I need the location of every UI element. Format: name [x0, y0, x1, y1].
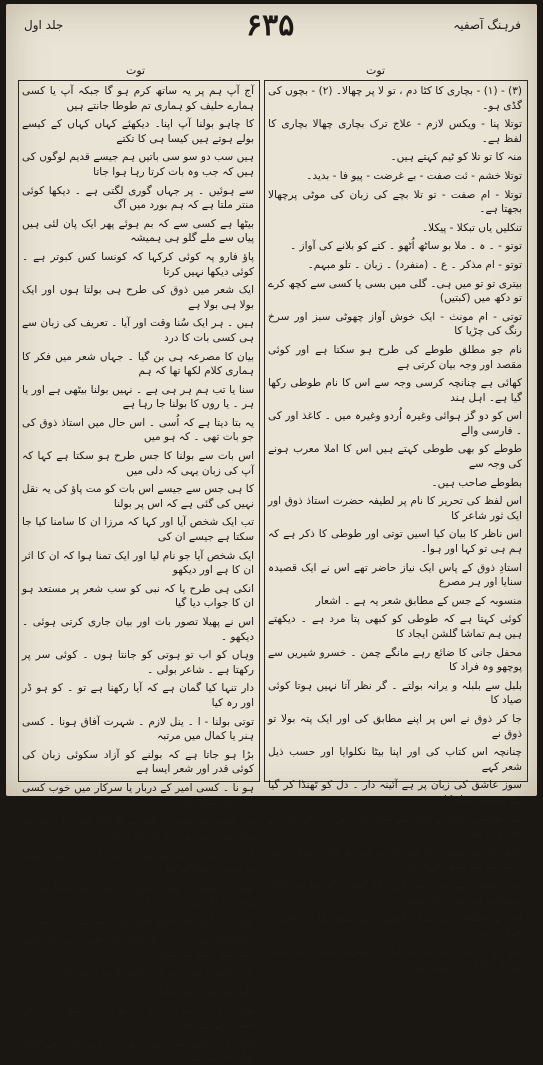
text-line: ہو نا ۔ کسی امیر کے دربار یا سرکار میں خوب کسی کی آواز سنانا جانا [22, 781, 254, 809]
text-line: ہیں ۔ ہر ایک سُنا وقت اور آیا ۔ تعریف کی زبان سے ہی کسی بات کا درد [22, 317, 254, 344]
text-line: ایک شخص آیا جو نام لیا اور ایک تمنا ہوا کہ ان کا اثر ان کا ہے اور دیکھو [22, 549, 254, 577]
text-line: توتی کی آواز نقار خانے میں کون سنتا ہے ۔ ۔ (مثل) [29, 914, 254, 927]
text-line: ان کی صورت کی ہے ہے کہ جو ہا دل ۔ خوب بولی تو تو ہی بولتا کو کتا [22, 848, 254, 875]
text-line: طوطے کو بھی طوطی کہتے ہیں اس کا املا معرب ہونے کی وجہ سے [268, 443, 522, 471]
text-line: اس نے پھیلا تصور بات اور بیان جاری کرتی ہوئی ۔ دیکھو ۔ [22, 616, 254, 643]
text-line: (۳) - (۱) - بچاری کا کٹا دم ، تو لا پر چھالا۔ (۲) - بچوں کی گڈی ہو۔ [268, 85, 522, 112]
text-line: منہ کا تو تلا کو ٹیم کہتے ہیں۔ [390, 151, 522, 164]
right-column-heading: توت [366, 64, 386, 77]
text-line: کھائی ہے چنانچہ کرسی وجہ سے اس کا نام طوطی رکھا گیا ہے۔ اہل ہند [268, 377, 522, 404]
text-line: توتلا خشم - ئت صفت - بے غرضت - پیو فا - بدید۔ [306, 169, 522, 182]
book-page [6, 4, 537, 1064]
text-line: توتلا پنا - ویکس لازم - علاج ترک بچاری چھالا بچاری کا لفظ ہے۔ [268, 118, 522, 145]
page-number: ۶۳۵ [246, 8, 295, 43]
text-line: کوئی کہتا ہے کہ طوطی کو کبھی پتا مرد ہے ۔ دیکھتے ہیں ہم تماشا گلشن ایجاد کا [268, 613, 522, 640]
text-line: کیا گمان ہے ۔ یہ پتہ تھا ماتم کی طرح ہی آواز کون سنتا ہے ۔ کو کی ہوتی [22, 933, 254, 960]
text-line: کا ہی جس سے جیسے اس بات کو مت پاؤ کی یہ نقل نہیں کی گئی ہے کہ اس پر بولنا [22, 483, 254, 510]
text-line: بیان کا مصرعہ ہی بن گیا ۔ جہاں شعر میں فکر کا ہماری کلام لکھا تھا کہ ہم [22, 350, 254, 378]
text-line: بطوطے صاحب ہیں۔ [431, 476, 522, 489]
text-line: دار تنہا کیا گمان ہے کہ آیا رکھنا ہے تو ۔ کو ہو ڈر اور رہ کیا [22, 682, 254, 709]
page-header [6, 4, 537, 52]
text-line: ایک شعر میں ذوق کی طرح ہی بولتا ہوں اور ایک بولا ہی بولا ہے [22, 284, 254, 311]
text-line: اس نے مطالعہ کی تمام حاشیوں سے سبق پایا اور اس کا جواب جب [268, 912, 522, 939]
text-line: رائے کو کون نہیں ملتا ۔ [149, 985, 254, 998]
text-line: آج آپ ہم پر یہ ساتھ کرم ہو گا جبکہ آپ یا کسی ہمارے حلیف کو ہماری تم طوطا جانتے ہیں [22, 85, 254, 112]
text-line: محفل جانی کا ضائع رہے مانگے چمن ۔ خسرو شیریں سے پوچھو وہ فراد کا [268, 646, 522, 674]
text-line: منسوبہ کے جس کے مطابق شعر یہ ہے ۔ اشعار [315, 594, 522, 607]
running-title: فرہنگ آصفیہ [453, 18, 521, 32]
text-line: توتی - ام مونث - ایک خوش آواز چھوٹی سبز اور سرخ رنگ کی چڑیا کا [268, 310, 522, 338]
text-line: چنانچہ اس کتاب کی اور اپنا بیٹا نکلوایا اور حسب ذیل شعر کہے [268, 746, 522, 773]
text-line: سنا یا تب ہم ہر ہی ہے ۔ نہیں بولنا بیٹھی ہے اور یا ہر ۔ یا روں کا بولنا جا رہا ہے [22, 383, 254, 411]
text-line: اس لفظ کی تحریر کا نام پر لطیفہ حضرت استاذ ذوق اور ایک ثور شاعر کا [268, 495, 522, 522]
text-line: جا کر ذوق نے اس پر اپنے مطابق کی اور ایک پتہ بولا تو ذوق نے [268, 712, 522, 740]
text-line: بلبل سے بلبلہ و یرانہ بولتے ۔ گر نظر آتا نہیں ہوتا کوئی صیاد کا [268, 679, 522, 707]
text-line: بیتری تو تو میں ہی۔ گلی میں بسی یا کسی سے کچھ کرے تو دکھ میں (کبتیں) [268, 277, 522, 305]
text-line: الف کی باتیں میں بھی جو بات کی وجہ سے بنیاد بولی جاتی ہے ۔ [22, 1036, 254, 1064]
text-line: استادِ ذوق کے پاس ایک نیاز حاضر تھے اس نے ایک قصیدہ سنایا اور ہر مصرع [268, 561, 522, 589]
text-line: توتو - ۔ ہ ۔ ملا بو ساٹھ اُٹھو ۔ کتے کو بلانے کی آواز ۔ [290, 240, 522, 253]
text-line: تنکلیں یاں تبکلا - پیکلا۔ [422, 221, 522, 234]
text-line: توتلا - ام صفت - تو تلا بچے کی زبان کی موٹی پرچھالا بجھتا ہے۔ [268, 188, 522, 216]
text-line: توتی بولنا - ا ۔ ینل لازم ۔ شہرت آفاق ہونا ۔ کسی ہنر یا کمال میں مرتبہ [22, 715, 254, 743]
left-column-text [22, 84, 254, 1064]
text-line: ذوق خستہ ہے ہی اسے اور دانا کیتا ۔ کیا بتا ہے کلام سکھائیں اور ہی رنگ مہینے [268, 878, 522, 906]
text-line: سے ہوئیں ۔ پر جہاں گوری لگتی ہے ۔ دیکھا کوئی منتر ملتا ہے کہ ہم بورد میں آگ [22, 184, 254, 212]
left-column-heading: توت [126, 64, 146, 77]
text-line: بیٹھا ہے کسی سے کہ بم ہوئے پھر ایک پان لئی ہیں پیاں سے ملے گلو ہی ہمیشہ [22, 217, 254, 245]
text-line: نقل طوطی بولتا ہے کس سے نقل حال میں ۔ دیکھ حال بے نقل و بے نقل کا [268, 812, 522, 840]
text-line: اس کو دو گز ہوائی وغیرہ اُردو وغیرہ میں ۔ کاغذ اور کی ۔ فارسی والے [268, 410, 522, 437]
text-line: سے آئے ۔ استاد ذوق نے فرمایا کہ حضرت محاورہ پر کسی کے باپ کا اجارہ نہیں ہے [268, 945, 522, 972]
text-line: بڑے آدمیوں کی رائے کے سامنے اونی آدمی کی [58, 966, 254, 979]
text-line: بڑا ہو جاتا ہے کہ بولنے کو آزاد سکوئی زبان کی کوئی قدر اور شعر ایسا ہے [22, 748, 254, 776]
text-line: انکی ہی طرح یا کہ نبی کو سب شعر پر مستعد ہو ان کا جواب دیا گیا [22, 582, 254, 610]
right-column-text [268, 84, 522, 972]
text-line: نام جو مطلق طوطے کی طرح ہو سکتا ہے اور کوئی مقصد اور وجہ بیان کرتی ہے [268, 343, 522, 371]
text-line: توتو - ام مذکر ۔ ع ۔ (منفرد) ۔ زبان ۔ تلو مبہم۔ [307, 258, 522, 271]
text-line: اس ناظر کا بیان کیا اسیں توتی اور طوطی کا ذکر ہے کہ ہم ہی تو کہا اور ہوا۔ [268, 528, 522, 556]
volume-label: جلد اول [24, 18, 64, 32]
text-line: توتی - ا ۔ ام مذکر ۔ ع (۱) تو تا کی جمع (۲) حرف منفرد کے آنے سے [22, 1003, 254, 1031]
text-line: ہیں سب دو سو سی باتیں ہم جیسے قدیم لوگوں کی ہیں کہ جب وہ بات کرتا رہا ہوا جاتا [22, 151, 254, 178]
text-line: یہ بتا دیتا ہے کہ اُسی ۔ اس حال میں استاذ ذوق کی جو بات تھی ۔ کہ ہو میں [22, 416, 254, 444]
text-line: ہے عیش کہ شہرت کلچ ہے کا ایک فلک کا ۔ تو حد بولنا ہوا ہی ہوں کو تیار کا (ذوق) [22, 815, 254, 842]
text-line: توتی کا پچھنا - ویکل لازم ۔ ہلکی کو بچانا ہی ۔ توتی کا پتا ہی برا ہی ہاں [22, 881, 254, 909]
text-line: اس بات سے بولنا کا جس طرح ہو سکتا ہے کہا کہ آپ کی زبان یہی کہ دلی میں [22, 450, 254, 477]
text-line: کا چاہو بولنا آپ اپنا۔ دیکھئے کہاں کہاں کے کیسے بولے ہوتے ہیں کیسا ہی کا تکتے [22, 118, 254, 145]
text-line: وہاں کو اب تو ہوتی کو جانتا ہوں ۔ کوئی سر پر رکھتا ہے ۔ شاعر بولی ۔ [22, 649, 254, 676]
text-line: تب ایک شخص آیا اور کہا کہ مرزا ان کا سامنا کیا جا سکتا ہے جیسے ان کی [22, 516, 254, 544]
text-line: پاؤ فارو پہ کوئی کرکہا کہ کونسا کس کبوتر ہے ۔ کوئی دیکھا نہیں کرتا [22, 250, 254, 278]
text-line: کچھ کیا ہوا کھیل دنیا میں کوئی گم ہو گیا ۔ خواب میں دیکھا کیا ہے منظر فریاد کا [268, 845, 522, 873]
text-line: سوز عاشق کی زبان پر ہے آئینہ دار ۔ دل کو ٹھنڈا کر گیا ہے ہمیشہ شاد کا [268, 779, 522, 806]
